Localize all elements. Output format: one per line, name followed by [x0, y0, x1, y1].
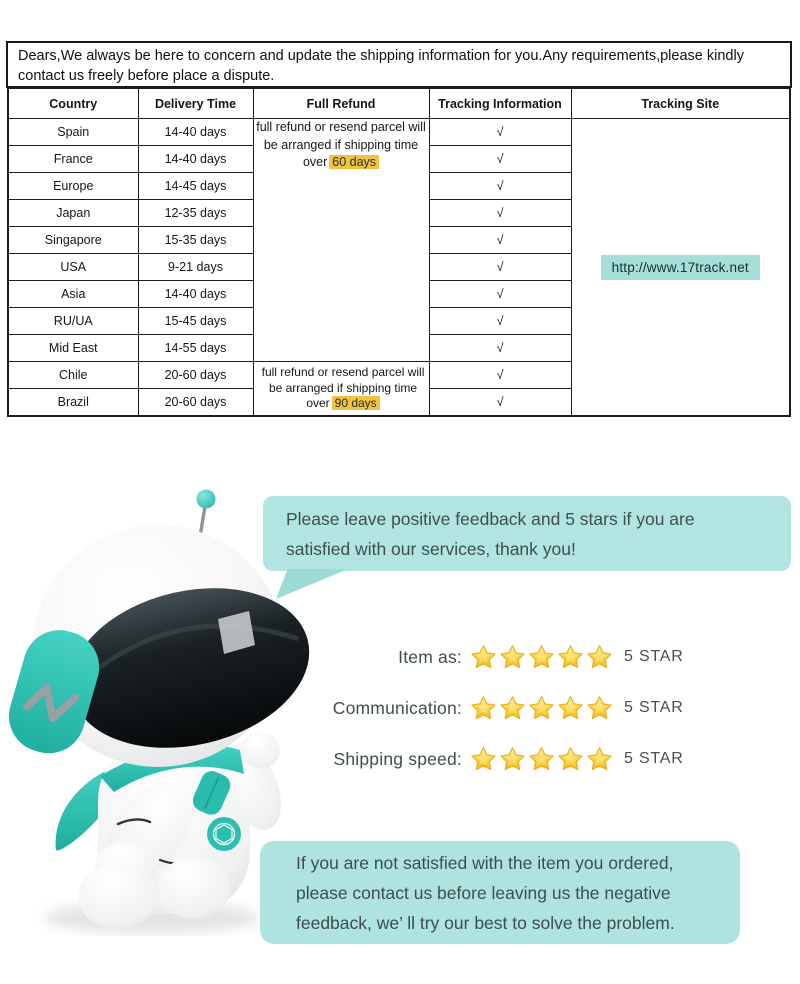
table-header-row [8, 88, 790, 119]
five-star-ratings [0, 640, 800, 793]
country-cell: RU/UA [8, 308, 138, 335]
star-icon [498, 745, 527, 774]
tracking-check: √ [429, 227, 571, 254]
star-icon [469, 745, 498, 774]
delivery-cell: 14-40 days [138, 119, 253, 146]
refund-policy-cell [253, 362, 429, 417]
tracking-check: √ [429, 146, 571, 173]
star-icon [469, 643, 498, 672]
refund-highlight-60-days: 60 days [329, 155, 379, 169]
delivery-cell: 12-35 days [138, 200, 253, 227]
star-row [469, 694, 614, 723]
star-icon [556, 643, 585, 672]
country-cell: Asia [8, 281, 138, 308]
col-header-delivery-time: Delivery Time [138, 88, 253, 119]
tracking-check: √ [429, 389, 571, 417]
note-line: If you are not satisfied with the item you ordered, [296, 853, 674, 873]
star-row [469, 745, 614, 774]
delivery-cell: 15-35 days [138, 227, 253, 254]
delivery-cell: 9-21 days [138, 254, 253, 281]
bubble-line: satisfied with our services, thank you! [286, 539, 576, 559]
star-icon [498, 694, 527, 723]
tracking-check: √ [429, 119, 571, 146]
delivery-cell: 14-55 days [138, 335, 253, 362]
star-icon [498, 643, 527, 672]
tracking-check: √ [429, 173, 571, 200]
delivery-cell: 20-60 days [138, 362, 253, 389]
delivery-cell: 14-40 days [138, 146, 253, 173]
country-cell: France [8, 146, 138, 173]
col-header-country: Country [8, 88, 138, 119]
rating-row-item-as [0, 640, 800, 674]
antenna-ball [197, 490, 216, 509]
country-cell: Brazil [8, 389, 138, 417]
star-icon [527, 694, 556, 723]
rating-row-communication [0, 691, 800, 725]
notice-line: contact us freely before place a dispute. [18, 68, 275, 84]
rating-label: Communication: [332, 697, 462, 718]
rating-label: Item as: [398, 646, 462, 667]
delivery-cell: 14-45 days [138, 173, 253, 200]
feedback-speech-bubble [263, 496, 791, 571]
col-header-tracking-site: Tracking Site [571, 88, 790, 119]
refund-policy-cell [253, 119, 429, 362]
refund-policy-text: full refund or resend parcel will be arranged if shipping time over [256, 120, 426, 169]
delivery-cell: 14-40 days [138, 281, 253, 308]
tracking-check: √ [429, 308, 571, 335]
tracking-check: √ [429, 362, 571, 389]
delivery-cell: 20-60 days [138, 389, 253, 417]
star-icon [585, 643, 614, 672]
star-icon [556, 694, 585, 723]
country-cell: Mid East [8, 335, 138, 362]
shipping-notice [6, 41, 792, 88]
delivery-cell: 15-45 days [138, 308, 253, 335]
star-icon [469, 694, 498, 723]
notice-line: Dears,We always be here to concern and update the shipping information for you.Any requirements,please kindly [18, 48, 744, 64]
country-cell: Chile [8, 362, 138, 389]
tracking-check: √ [429, 254, 571, 281]
bubble-line: Please leave positive feedback and 5 stars if you are [286, 509, 695, 529]
rating-label: Shipping speed: [333, 748, 462, 769]
country-cell: Singapore [8, 227, 138, 254]
chest-badge [207, 817, 241, 851]
country-cell: Japan [8, 200, 138, 227]
tracking-check: √ [429, 200, 571, 227]
tracking-site-cell [571, 119, 790, 417]
table-row [8, 119, 790, 146]
star-row [469, 643, 614, 672]
rating-suffix: 5 STAR [624, 750, 684, 767]
refund-highlight-90-days: 90 days [332, 396, 380, 410]
star-icon [585, 745, 614, 774]
col-header-tracking-information: Tracking Information [429, 88, 571, 119]
star-icon [527, 745, 556, 774]
rating-suffix: 5 STAR [624, 648, 684, 665]
star-icon [585, 694, 614, 723]
refund-policy-text: full refund or resend parcel will be arranged if shipping time over [261, 365, 425, 410]
tracking-site-link[interactable]: http://www.17track.net [601, 255, 760, 280]
col-header-full-refund: Full Refund [253, 88, 429, 119]
rating-row-shipping-speed [0, 742, 800, 776]
country-cell: Europe [8, 173, 138, 200]
speech-bubble-tail [276, 569, 348, 599]
tracking-check: √ [429, 335, 571, 362]
note-line: feedback, we’ ll try our best to solve the problem. [296, 913, 675, 933]
star-icon [527, 643, 556, 672]
dissatisfaction-note [260, 841, 740, 944]
country-cell: Spain [8, 119, 138, 146]
country-cell: USA [8, 254, 138, 281]
tracking-check: √ [429, 281, 571, 308]
star-icon [556, 745, 585, 774]
shipping-table [7, 87, 791, 417]
robot-foot-right [158, 857, 230, 919]
robot-foot-left [78, 863, 158, 929]
rating-suffix: 5 STAR [624, 699, 684, 716]
note-line: please contact us before leaving us the negative [296, 883, 671, 903]
